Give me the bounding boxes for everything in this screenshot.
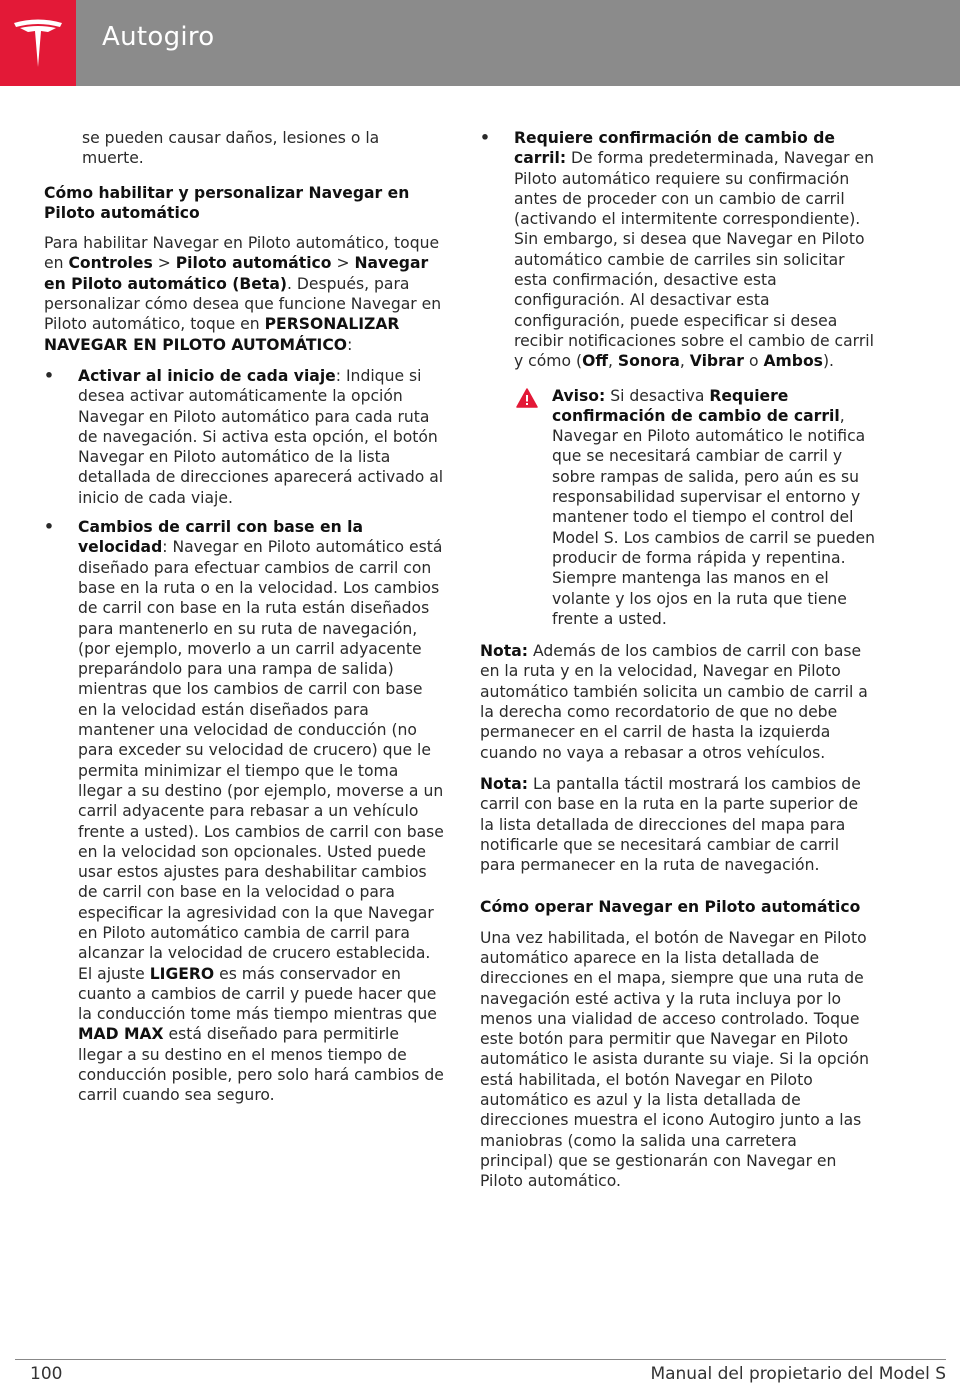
page-number: 100	[30, 1364, 63, 1384]
mild-label: LIGERO	[149, 964, 215, 983]
mad-max-label: MAD MAX	[78, 1025, 164, 1044]
nav-autopilot-label: Navegar en Piloto automático (Beta)	[44, 254, 429, 293]
setting-title: Cambios de carril con base en la velocidad	[78, 518, 364, 557]
operate-heading: Cómo operar Navegar en Piloto automático	[480, 898, 861, 917]
settings-list	[44, 366, 444, 1106]
right-column	[480, 128, 875, 1203]
note-label: Nota:	[480, 774, 528, 793]
operate-paragraph: Una vez habilitada, el botón de Navegar en Piloto automático aparece en la lista detallada de direcciones en el mapa, siempre que una ruta de navegación esté activa y la ruta incluya por lo menos una vialidad de acceso controlado. Toque este botón para permitir que Navegar en Piloto automático le asista durante su viaje. Si la opción está habilitada, el botón Navegar en Piloto automático es azul y la lista detallada de direcciones muestra el icono Autogiro junto a las maniobras (como la salida una carretera principal) que se gestionarán con Navegar en Piloto automático.	[480, 928, 870, 1191]
controls-label: Controles	[68, 254, 153, 273]
warning-triangle-icon	[516, 388, 538, 408]
setting-title: Requiere confirmación de cambio de carril:	[514, 129, 835, 168]
section-title: Autogiro	[102, 22, 215, 52]
setting-title: Activar al inicio de cada viaje	[78, 366, 336, 385]
warning-continuation: se pueden causar daños, lesiones o la muerte.	[82, 129, 380, 168]
warning-label: Aviso:	[552, 386, 606, 405]
enable-heading: Cómo habilitar y personalizar Navegar en Piloto automático	[44, 183, 410, 222]
tesla-logo	[0, 0, 76, 86]
note-lane-change: Nota: Además de los cambios de carril con base en la ruta y en la velocidad, Navegar en Piloto automático también solicita un cambio de carril a la derecha como recordatorio de que no debe permanecer en el carril de hasta la izquierda cuando no vaya a rebasar a otros vehículos.	[480, 642, 868, 762]
page-header	[0, 0, 960, 86]
footer-divider	[15, 1359, 946, 1360]
note-label: Nota:	[480, 642, 528, 661]
bullet: •	[44, 366, 54, 385]
enable-paragraph: Para habilitar Navegar en Piloto automático, toque en Controles > Piloto automático > Navegar en Piloto automático (Beta). Después, para personalizar cómo desea que funcione Navegar en Piloto automático, toque en PERSONALIZAR NAVEGAR EN PILOTO AUTOMÁTICO:	[44, 234, 442, 354]
tesla-logo-icon	[12, 17, 64, 69]
note-touchscreen: Nota: La pantalla táctil mostrará los cambios de carril con base en la ruta en la parte superior de la lista detallada de direcciones del mapa para notificarle que se necesitará cambiar de carril para permanecer en la ruta de navegación.	[480, 774, 861, 875]
left-column	[44, 128, 444, 1117]
warning-box: Aviso: Si desactiva Requiere confirmación de cambio de carril, Navegar en Piloto automático le notifica que se necesitará cambiar de carril y sobre rampas de salida, pero aún es su responsabilidad supervisar el entorno y mantener todo el tiempo el control del Model S. Los cambios de carril se pueden producir de forma rápida y repentina. Siempre mantenga las manos en el volante y los ojos en la ruta que tiene frente a usted.	[480, 386, 875, 630]
list-item: • Activar al inicio de cada viaje: Indique si desea activar automáticamente la opción Navegar en Piloto automático para cada ruta de navegación. Si activa esta opción, el botón Navegar en Piloto automático de la lista detallada de direcciones aparecerá activado al inicio de cada viaje.	[44, 366, 444, 507]
manual-title: Manual del propietario del Model S	[650, 1364, 946, 1384]
settings-list-continued	[480, 128, 875, 372]
bullet: •	[44, 518, 54, 537]
list-item: • Requiere confirmación de cambio de carril: De forma predeterminada, Navegar en Piloto automático requiere su confirmación antes de proceder con un cambio de carril (activando el intermitente correspondiente). Sin embargo, si desea que Navegar en Piloto automático cambie de carriles sin solicitar esta confirmación, desactive esta configuración. Al desactivar esta configuración, puede especificar si desea recibir notificaciones sobre el cambio de carril y cómo (Off, Sonora, Vibrar o Ambos).	[480, 129, 875, 371]
bullet: •	[480, 129, 490, 147]
list-item: • Cambios de carril con base en la velocidad: Navegar en Piloto automático está diseñado para efectuar cambios de carril con base en la ruta o en la velocidad. Los cambios de carril con base en la ruta están diseñados para mantenerlo en su ruta de navegación, (por ejemplo, moverlo a un carril adyacente preparándolo para una rampa de salida) mientras que los cambios de carril con base en la velocidad están diseñados para mantener una velocidad de conducción (no para exceder su velocidad de crucero) que le permita minimizar el tiempo que le toma llegar a su destino (por ejemplo, moverse a un carril adyacente para rebasar a un vehículo frente a usted). Los cambios de carril con base en la velocidad son opcionales. Usted puede usar estos ajustes para deshabilitar cambios de carril con base en la velocidad o para especificar la agresividad con la que Navegar en Piloto automático cambia de carril para alcanzar la velocidad de crucero establecida. El ajuste LIGERO es más conservador en cuanto a cambios de carril y puede hacer que la conducción tome más tiempo mientras que MAD MAX está diseñado para permitirle llegar a su destino en el menos tiempo de conducción posible, pero solo hará cambios de carril cuando sea seguro.	[44, 518, 444, 1105]
customize-label: PERSONALIZAR NAVEGAR EN PILOTO AUTOMÁTICO	[44, 315, 400, 354]
autopilot-label: Piloto automático	[175, 254, 332, 273]
